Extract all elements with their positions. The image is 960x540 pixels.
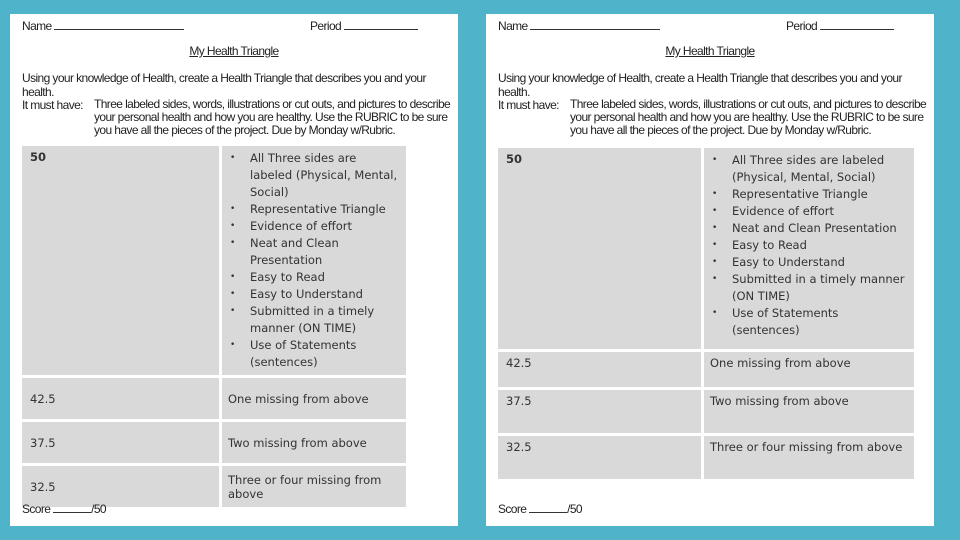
must-have-text: Three labeled sides, words, illustrations or cut outs, and pictures to describe your personal health and how you are healthy. Use the RUBRIC to be sure you have all the pieces of the project. Due by Monday w/Rubric.: [570, 97, 927, 137]
list-item: • Submitted in a timely manner (ON TIME): [228, 303, 400, 337]
table-row: [498, 436, 914, 482]
description-cell: One missing from above: [222, 378, 406, 422]
score-total: /50: [567, 502, 582, 516]
table-row: [498, 148, 914, 352]
rubric-sheet-left: [10, 14, 458, 526]
criteria-cell: [704, 148, 914, 352]
description-cell: One missing from above: [704, 352, 914, 390]
score-label: Score: [498, 502, 527, 516]
period-blank[interactable]: [820, 18, 894, 30]
list-item: • Representative Triangle: [710, 186, 908, 203]
criteria-list: [710, 152, 908, 339]
description-cell: Two missing from above: [704, 390, 914, 436]
list-item: • Easy to Understand: [228, 286, 400, 303]
list-item: • Neat and Clean Presentation: [228, 235, 400, 269]
criteria-cell: [222, 146, 406, 378]
criteria-list: [228, 150, 400, 371]
table-row: [22, 378, 406, 422]
page-title: My Health Triangle: [665, 44, 755, 58]
top-points: 50: [506, 152, 523, 166]
period-label: Period: [310, 19, 342, 33]
list-item: • Use of Statements (sentences): [228, 337, 400, 371]
points-cell: 42.5: [22, 378, 222, 422]
name-blank[interactable]: [54, 18, 184, 30]
list-item: • Use of Statements (sentences): [710, 305, 908, 339]
list-item: • All Three sides are labeled (Physical, Mental, Social): [228, 150, 400, 201]
period-label: Period: [786, 19, 818, 33]
must-have-text: Three labeled sides, words, illustrations or cut outs, and pictures to describe your personal health and how you are healthy. Use the RUBRIC to be sure you have all the pieces of the project. Due by Monday w/Rubric.: [94, 97, 451, 137]
top-points: 50: [30, 150, 47, 164]
rubric-table: [22, 146, 406, 510]
points-cell: 37.5: [498, 390, 704, 436]
list-item: • Easy to Understand: [710, 254, 908, 271]
score-field[interactable]: [22, 501, 106, 516]
table-row: [22, 146, 406, 378]
name-blank[interactable]: [530, 18, 660, 30]
list-item: • All Three sides are labeled (Physical, Mental, Social): [710, 152, 908, 186]
table-row: [498, 390, 914, 436]
description-cell: Three or four missing from above: [222, 466, 406, 510]
must-have-label: It must have:: [22, 98, 83, 112]
table-row: [498, 352, 914, 390]
period-blank[interactable]: [344, 18, 418, 30]
top-points-cell: [498, 148, 704, 352]
list-item: • Easy to Read: [710, 237, 908, 254]
name-label: Name: [498, 19, 528, 33]
score-total: /50: [91, 502, 106, 516]
points-cell: 37.5: [22, 422, 222, 466]
table-row: [22, 422, 406, 466]
rubric-table: [498, 148, 914, 482]
list-item: • Representative Triangle: [228, 201, 400, 218]
instructions: Using your knowledge of Health, create a Health Triangle that describes you and your health.: [498, 71, 902, 99]
description-cell: Two missing from above: [222, 422, 406, 466]
list-item: • Evidence of effort: [710, 203, 908, 220]
name-field[interactable]: [22, 18, 184, 33]
score-label: Score: [22, 502, 51, 516]
period-field[interactable]: [786, 18, 894, 33]
points-cell: 32.5: [22, 466, 222, 510]
name-field[interactable]: [498, 18, 660, 33]
score-blank[interactable]: [529, 501, 567, 513]
list-item: • Easy to Read: [228, 269, 400, 286]
must-have-label: It must have:: [498, 98, 559, 112]
list-item: • Evidence of effort: [228, 218, 400, 235]
instructions: Using your knowledge of Health, create a Health Triangle that describes you and your health.: [22, 71, 426, 99]
points-cell: 42.5: [498, 352, 704, 390]
list-item: • Submitted in a timely manner (ON TIME): [710, 271, 908, 305]
name-label: Name: [22, 19, 52, 33]
page-title: My Health Triangle: [189, 44, 279, 58]
top-points-cell: [22, 146, 222, 378]
period-field[interactable]: [310, 18, 418, 33]
description-cell: Three or four missing from above: [704, 436, 914, 482]
list-item: • Neat and Clean Presentation: [710, 220, 908, 237]
score-field[interactable]: [498, 501, 582, 516]
rubric-sheet-right: [486, 14, 934, 526]
points-cell: 32.5: [498, 436, 704, 482]
score-blank[interactable]: [53, 501, 91, 513]
